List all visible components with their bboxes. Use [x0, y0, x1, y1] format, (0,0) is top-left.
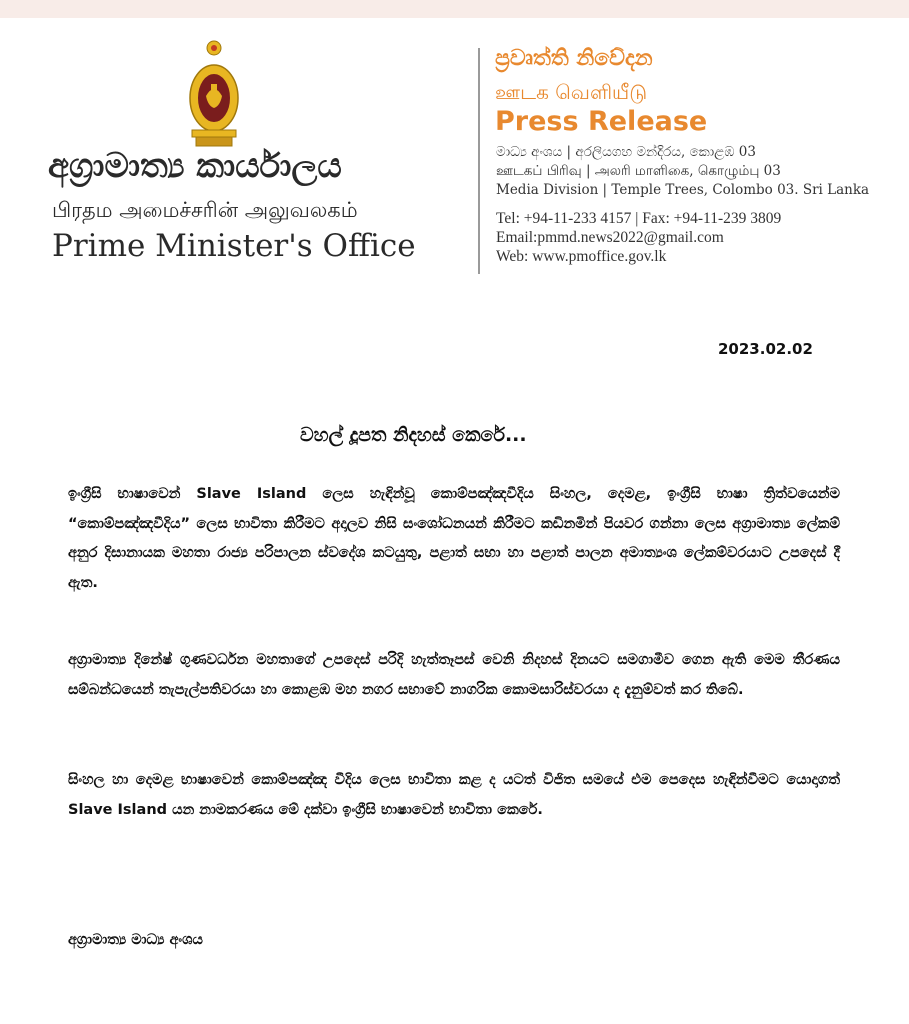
office-name-tamil: பிரதம அமைச்சரின் அலுவலகம்	[52, 198, 358, 222]
paragraph-3: සිංහල හා දෙමළ භාෂාවෙන් කොම්පඤ්ඤ වීදිය ලෙස භාවිතා කළ ද යටත් විජිත සමයේ එම පෙදෙස හැඳින්වීමට යොදාගත් Slave Island යන නාමකරණය මේ දක්වා ඉංග්‍රීසි භාෂාවෙන් භාවිතා කෙරේ.	[68, 772, 840, 818]
tel-fax: Tel: +94-11-233 4157 | Fax: +94-11-239 3809	[496, 210, 782, 227]
signature: අග්‍රාමාත්‍ය මාධ්‍ය අංශය	[68, 932, 203, 948]
release-date: 2023.02.02	[718, 340, 813, 358]
paragraph-2: අග්‍රාමාත්‍ය දිනේෂ් ගුණවර්ධන මහතාගේ උපදෙස් පරිදි හැත්තෑපස් වෙනි නිදහස් දිනයට සමගාමීව ගෙන ඇති මෙම තීරණය සම්බන්ධයෙන් තැපැල්පතිවරයා හා කොළඹ මහ නගර සභාවේ නාගරික කොමසාරිස්වරයා ද දැනුම්වත් කර තිබේ.	[68, 652, 840, 698]
paragraph-1: ඉංග්‍රීසි භාෂාවෙන් Slave Island ලෙස හැඳින්වූ කොම්පඤ්ඤවීදිය සිංහල, දෙමළ, ඉංග්‍රීසි භාෂා ත්‍රිත්වයෙන්ම “කොම්පඤ්ඤවීදිය” ලෙස භාවිතා කිරීමට අදාලව නිසි සංශෝධනයන් කිරීමට කඩිනමින් පියවර ගන්නා ලෙස අග්‍රාමාත්‍ය ලේකම් අනුර දිසානායක මහතා රාජ්‍ය පරිපාලන ස්වදේශ කටයුතු, පළාත් සභා හා පළාත් පාලන අමාත්‍යංශ ලේකම්වරයාට උපදෙස් දී ඇත.	[68, 486, 840, 591]
website: Web: www.pmoffice.gov.lk	[496, 248, 667, 265]
address-english: Media Division | Temple Trees, Colombo 03. Sri Lanka	[496, 182, 870, 198]
press-release-sinhala: ප්‍රවෘත්ති නිවේදන	[495, 46, 653, 71]
header-divider	[478, 48, 480, 274]
press-release-english: Press Release	[495, 106, 708, 137]
office-name-english: Prime Minister's Office	[52, 228, 416, 264]
address-tamil: ஊடகப் பிரிவு | அலரி மாளிகை, கொழும்பு 03	[496, 163, 781, 179]
office-name-sinhala: අග්‍රාමාත්‍ය කාර්යාලය	[48, 146, 342, 186]
email-address: Email:pmmd.news2022@gmail.com	[496, 229, 724, 246]
top-band	[0, 0, 909, 18]
national-emblem-icon	[186, 38, 242, 148]
press-release-tamil: ஊடக வெளியீடு	[495, 80, 648, 104]
address-sinhala: මාධ්‍ය අංශය | අරලියගහ මන්දිරය, කොළඹ 03	[496, 144, 756, 160]
release-heading: වහල් දූපත නිදහස් කෙරේ...	[300, 424, 527, 446]
